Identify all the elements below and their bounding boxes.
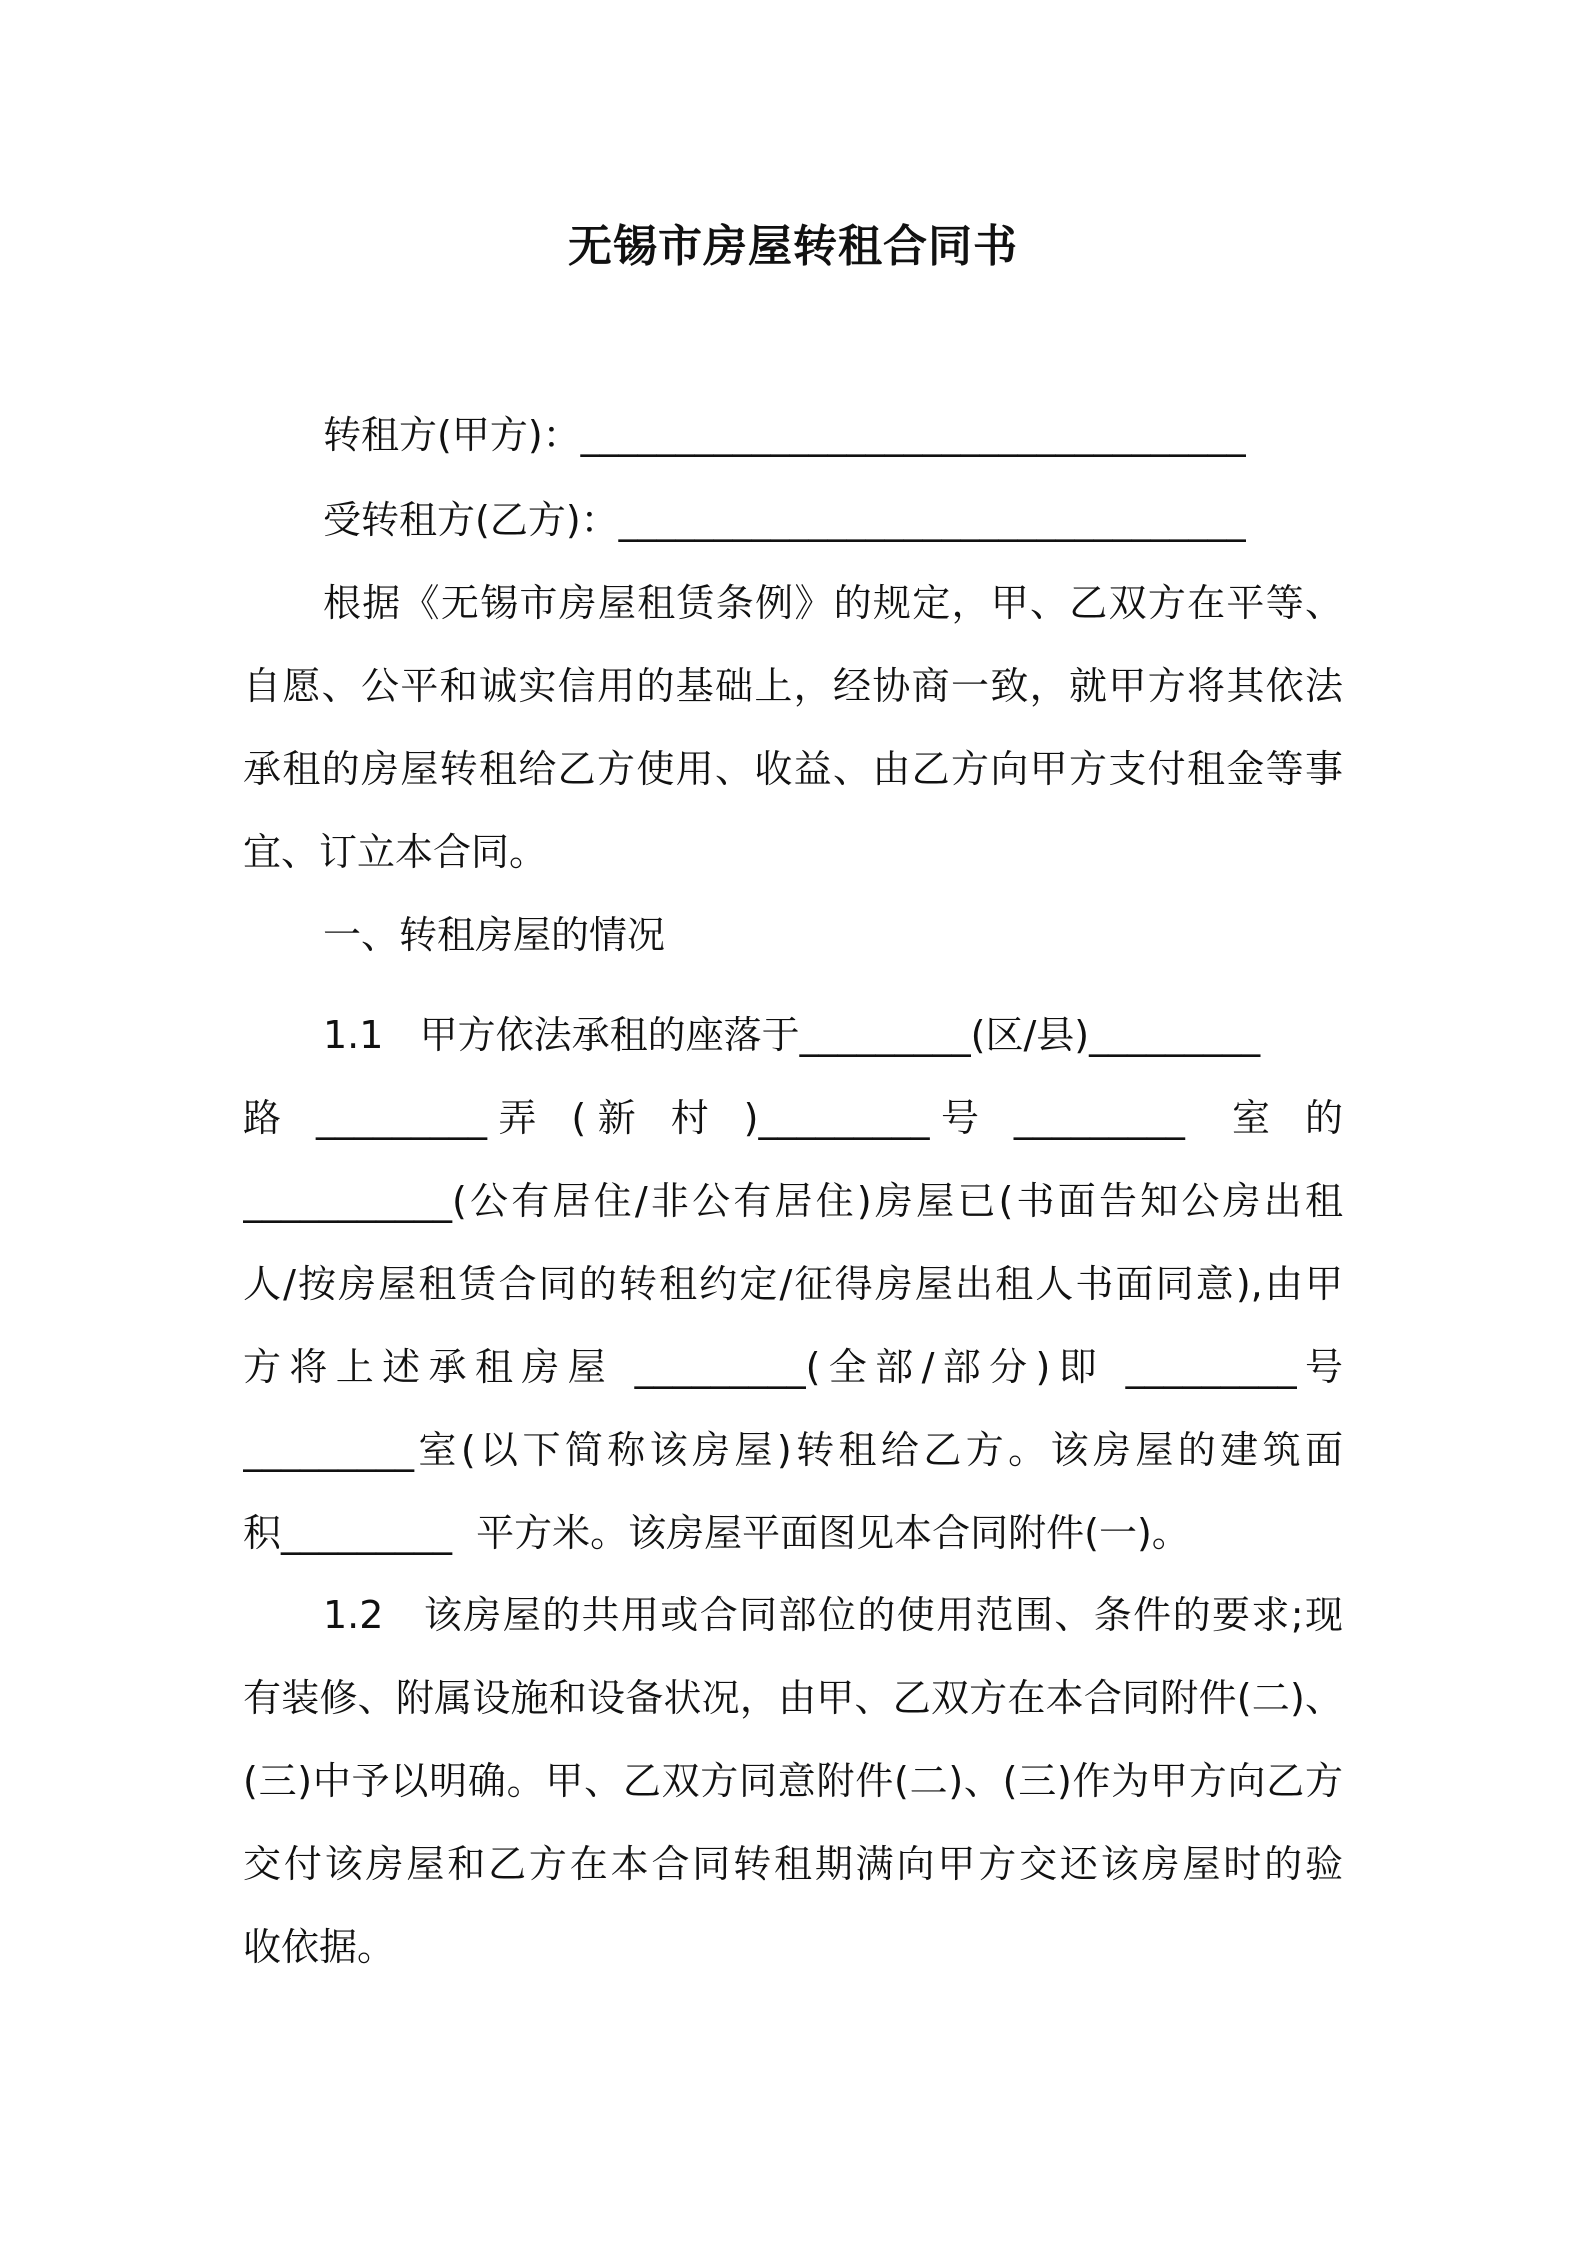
party-b-line: 受转租方(乙方)：_________________________________ bbox=[323, 498, 1246, 542]
paragraph-line: 交付该房屋和乙方在本合同转租期满向甲方交还该房屋时的验 bbox=[243, 1842, 1343, 1886]
paragraph-line: 收依据。 bbox=[243, 1925, 396, 1969]
paragraph-line: 路 _________弄 (新 村 )_________号 _________ 室 的 bbox=[243, 1096, 1343, 1140]
document-title: 无锡市房屋转租合同书 bbox=[568, 221, 1018, 272]
paragraph-line: 人/按房屋租赁合同的转租约定/征得房屋出租人书面同意),由甲 bbox=[243, 1262, 1343, 1306]
paragraph-line: 根据《无锡市房屋租赁条例》的规定，甲、乙双方在平等、 bbox=[323, 581, 1343, 625]
paragraph-line: _________室(以下简称该房屋)转租给乙方。该房屋的建筑面 bbox=[243, 1428, 1343, 1472]
section-heading: 一、转租房屋的情况 bbox=[323, 913, 666, 957]
paragraph-line: 1.2 该房屋的共用或合同部位的使用范围、条件的要求;现 bbox=[323, 1593, 1343, 1637]
paragraph-line: 宜、订立本合同。 bbox=[243, 830, 548, 874]
party-a-line: 转租方(甲方)：___________________________________ bbox=[323, 413, 1246, 457]
paragraph-line: ___________(公有居住/非公有居住)房屋已(书面告知公房出租 bbox=[243, 1179, 1343, 1223]
paragraph-line: 有装修、附属设施和设备状况，由甲、乙双方在本合同附件(二)、 bbox=[243, 1676, 1343, 1720]
paragraph-line: 1.1 甲方依法承租的座落于_________(区/县)_________ bbox=[323, 1013, 1261, 1057]
paragraph-line: (三)中予以明确。甲、乙双方同意附件(二)、(三)作为甲方向乙方 bbox=[243, 1759, 1343, 1803]
paragraph-line: 承租的房屋转租给乙方使用、收益、由乙方向甲方支付租金等事 bbox=[243, 747, 1343, 791]
paragraph-line: 方将上述承租房屋 _________(全部/部分)即 _________号 bbox=[243, 1345, 1343, 1389]
paragraph-line: 积_________ 平方米。该房屋平面图见本合同附件(一)。 bbox=[243, 1511, 1190, 1555]
paragraph-line: 自愿、公平和诚实信用的基础上，经协商一致，就甲方将其依法 bbox=[243, 664, 1343, 708]
